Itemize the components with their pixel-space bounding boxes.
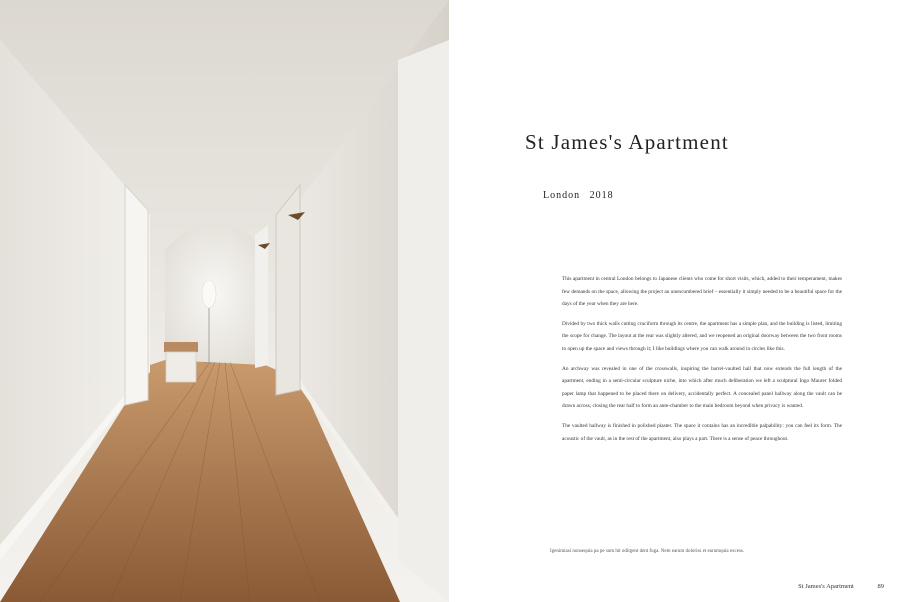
running-head: St James's Apartment [798, 583, 854, 590]
body-text [562, 273, 842, 452]
paragraph: An archway was revealed in one of the crosswalls, inspiring the barrel-vaulted hall that now extends the full length of the apartment, ending in a semi-circular sculpture niche, into which after much deliberation we left a sculptural Ingo Maurer folded paper lamp that happened to be placed there on delivery, accidentally perfect. A concealed panel hallway along the vault can be drawn across, closing the rear half to form an ante-chamber to the main bedroom beyond when privacy is wanted. [562, 365, 842, 410]
paragraph: Divided by two thick walls cutting cruciform through its centre, the apartment has a simple plan, and the building is listed, limiting the scope for change. The layout at the rear was slightly altered, and we reopened an original doorway between the two front rooms to open up the space and views through it; I like buildings where you can walk around in circles like this. [562, 320, 842, 352]
text-page [449, 0, 900, 602]
project-meta [543, 190, 614, 201]
paragraph: The vaulted hallway is finished in polished plaster. The space it contains has an incredible palpability: you can feel its form. The acoustic of the vault, as in the rest of the apartment, also plays a part. There is a sense of peace throughout. [562, 422, 842, 442]
folio [798, 583, 884, 590]
photo-caption: Igenimiasi nonsequia pa pe sum hit oditgent dent fuga. Nem earum doloriss et earumquia excess. [550, 549, 745, 554]
paragraph: This apartment in central London belongs to Japanese clients who come for short visits, which, added to their temperament, makes few demands on the space, allowing the project an unencumbered brief – essentially it simply needed to be a beautiful space for the days of the year when they are here. [562, 276, 842, 308]
page-number: 89 [877, 583, 884, 590]
page-title: St James's Apartment [525, 130, 729, 155]
project-year: 2018 [589, 190, 614, 201]
project-location: London [543, 190, 581, 201]
hallway-photo [0, 0, 449, 602]
